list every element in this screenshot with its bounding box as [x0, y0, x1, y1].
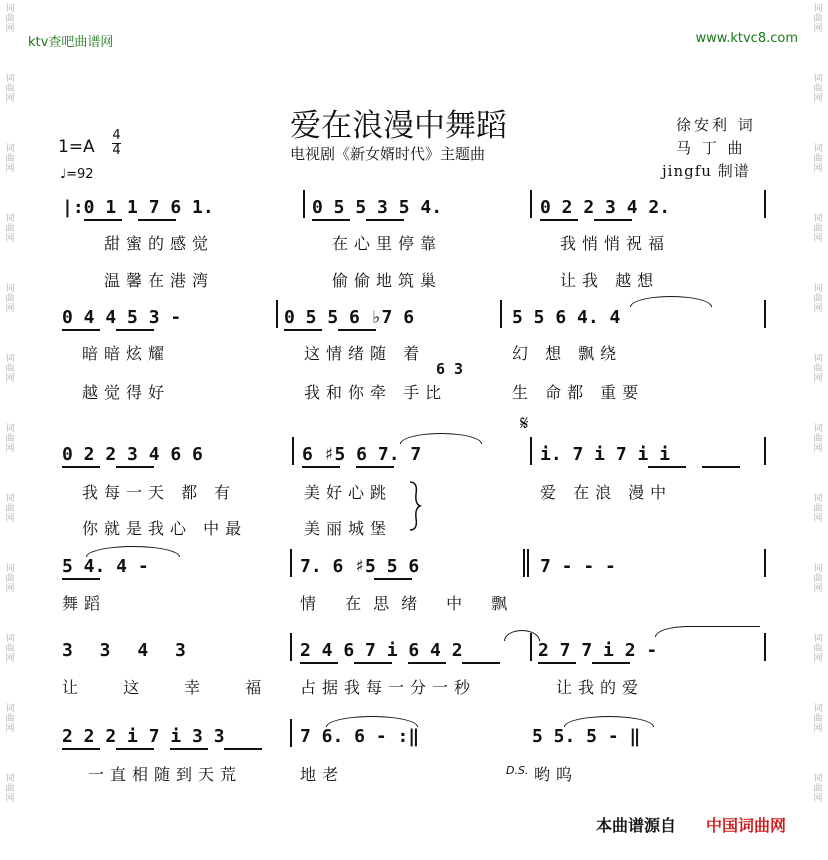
tie	[655, 626, 760, 637]
barline	[764, 190, 766, 218]
beam	[224, 748, 262, 750]
beam	[354, 662, 392, 664]
tempo-marking: ♩=92	[60, 167, 94, 182]
measure-notes: 0 2 2 3 4 2.	[540, 197, 671, 218]
lyric-line: 在心里停靠	[332, 234, 443, 253]
lyric-line: 我和你牵 手比	[304, 383, 448, 402]
barline	[523, 549, 525, 577]
lyric-line: 偷偷地筑巢	[332, 271, 443, 290]
barline	[290, 719, 292, 747]
lyric-line: 你就是我心 中最	[82, 519, 248, 538]
lyric-line: 占据我每一分一秒	[300, 678, 477, 697]
beam	[300, 662, 338, 664]
measure-notes: 2 7 7 i 2 -	[538, 640, 658, 661]
tie	[504, 630, 540, 641]
measure-notes: 2 4 6 7 i 6 4 2	[300, 640, 463, 661]
barline	[530, 437, 532, 465]
lyric-line: 温馨在港湾	[104, 271, 215, 290]
beam	[284, 329, 322, 331]
beam	[62, 329, 100, 331]
barline	[303, 190, 305, 218]
beam	[356, 466, 394, 468]
beam	[592, 662, 630, 664]
lyricist-credit: 徐安利 词	[676, 116, 756, 134]
measure-notes: 7 - - -	[540, 556, 616, 577]
lyric-brace-icon	[408, 480, 422, 532]
lyric-line: 美好心跳	[304, 483, 393, 502]
lyric-line: 让我的爱	[556, 678, 645, 697]
right-watermark: 词曲网 词曲网 词曲网 词曲网 词曲网 词曲网 词曲网 词曲网 词曲网 词曲网 词曲网 词曲网	[813, 4, 823, 804]
song-title: 爱在浪漫中舞蹈	[290, 108, 507, 144]
tie	[86, 546, 180, 557]
song-subtitle: 电视剧《新女婿时代》主题曲	[290, 145, 486, 163]
barline	[764, 633, 766, 661]
lyric-line: 我每一天 都 有	[82, 483, 237, 502]
lyric-line: 爱 在浪 漫中	[540, 483, 673, 502]
lyric-line: 幻 想 飘绕	[512, 344, 623, 363]
composer-credit: 马 丁 曲	[676, 139, 746, 157]
beam	[62, 466, 100, 468]
measure-notes: 5 5. 5 - ‖	[532, 726, 641, 747]
barline	[500, 300, 502, 328]
barline	[530, 190, 532, 218]
barline	[292, 437, 294, 465]
left-watermark: 词曲网 词曲网 词曲网 词曲网 词曲网 词曲网 词曲网 词曲网 词曲网 词曲网 词曲网 词曲网	[5, 4, 15, 804]
lyric-line: 让我 越想	[560, 271, 660, 290]
dal-segno-mark: D.S.	[506, 764, 529, 777]
barline	[764, 300, 766, 328]
tie	[400, 433, 482, 444]
footer-source-label: 本曲谱源自	[596, 816, 677, 835]
lyric-line: 地老	[300, 765, 345, 784]
beam	[116, 466, 154, 468]
beam	[170, 748, 208, 750]
tie	[564, 716, 654, 727]
measure-notes: 5 5 6 4. 4	[512, 307, 621, 328]
header-left-site[interactable]: ktv查吧曲谱网	[28, 35, 114, 50]
transcriber-credit: jingfu 制谱	[662, 162, 750, 180]
segno-sign: 𝄋	[520, 411, 529, 435]
measure-notes: |:0 1 1 7 6 1.	[62, 197, 214, 218]
lyric-line: 美丽城堡	[304, 519, 393, 538]
beam	[312, 219, 350, 221]
beam	[538, 662, 576, 664]
lyric-line: 越觉得好	[82, 383, 171, 402]
lyric-line: 情 在思绪 中 飘	[300, 594, 520, 613]
measure-notes: 0 2 2 3 4 6 6	[62, 444, 203, 465]
beam	[116, 329, 154, 331]
time-signature: 4 4	[112, 128, 121, 158]
beam	[302, 466, 340, 468]
beam	[138, 219, 176, 221]
tie	[630, 296, 712, 307]
beam	[408, 662, 446, 664]
measure-notes: 0 5 5 6 ♭7 6	[284, 307, 415, 328]
beam	[540, 219, 578, 221]
beam	[702, 466, 740, 468]
barline	[290, 633, 292, 661]
measure-notes: 7 6. 6 - :‖	[300, 726, 420, 747]
measure-notes: 2 2 2 i 7 i 3 3	[62, 726, 225, 747]
barline	[764, 549, 766, 577]
barline	[764, 437, 766, 465]
alternate-notes: 6 3	[436, 360, 464, 378]
beam	[366, 219, 404, 221]
tie	[326, 716, 418, 727]
beam	[374, 578, 412, 580]
key-signature: 1=A	[58, 137, 95, 157]
measure-notes: 0 4 4 5 3 -	[62, 307, 182, 328]
measure-notes: 3 3 4 3	[62, 640, 194, 661]
barline	[527, 549, 529, 577]
lyric-line: 我悄悄祝福	[560, 234, 671, 253]
lyric-line: 这情绪随 着	[304, 344, 426, 363]
measure-notes: 5 4. 4 -	[62, 556, 149, 577]
measure-notes: 6 ♯5 6 7. 7	[302, 444, 422, 465]
beam	[648, 466, 686, 468]
lyric-line: 舞蹈	[62, 594, 107, 613]
footer-source-site[interactable]: 中国词曲网	[706, 816, 787, 835]
beam	[62, 748, 100, 750]
lyric-line: 让 这 幸 福	[62, 678, 282, 697]
barline	[290, 549, 292, 577]
lyric-line: 哟呜	[534, 765, 579, 784]
barline	[276, 300, 278, 328]
beam	[338, 329, 376, 331]
measure-notes: 7. 6 ♯5 5 6	[300, 556, 420, 577]
lyric-line: 暗暗炫耀	[82, 344, 171, 363]
beam	[116, 748, 154, 750]
lyric-line: 甜蜜的感觉	[104, 234, 215, 253]
beam	[462, 662, 500, 664]
lyric-line: 一直相随到天荒	[88, 765, 243, 784]
measure-notes: 0 5 5 3 5 4.	[312, 197, 443, 218]
beam	[62, 578, 100, 580]
header-right-site[interactable]: www.ktvc8.com	[695, 31, 798, 46]
beam	[594, 219, 632, 221]
lyric-line: 生 命都 重要	[512, 383, 645, 402]
measure-notes: i. 7 i 7 i i	[540, 444, 671, 465]
beam	[84, 219, 122, 221]
